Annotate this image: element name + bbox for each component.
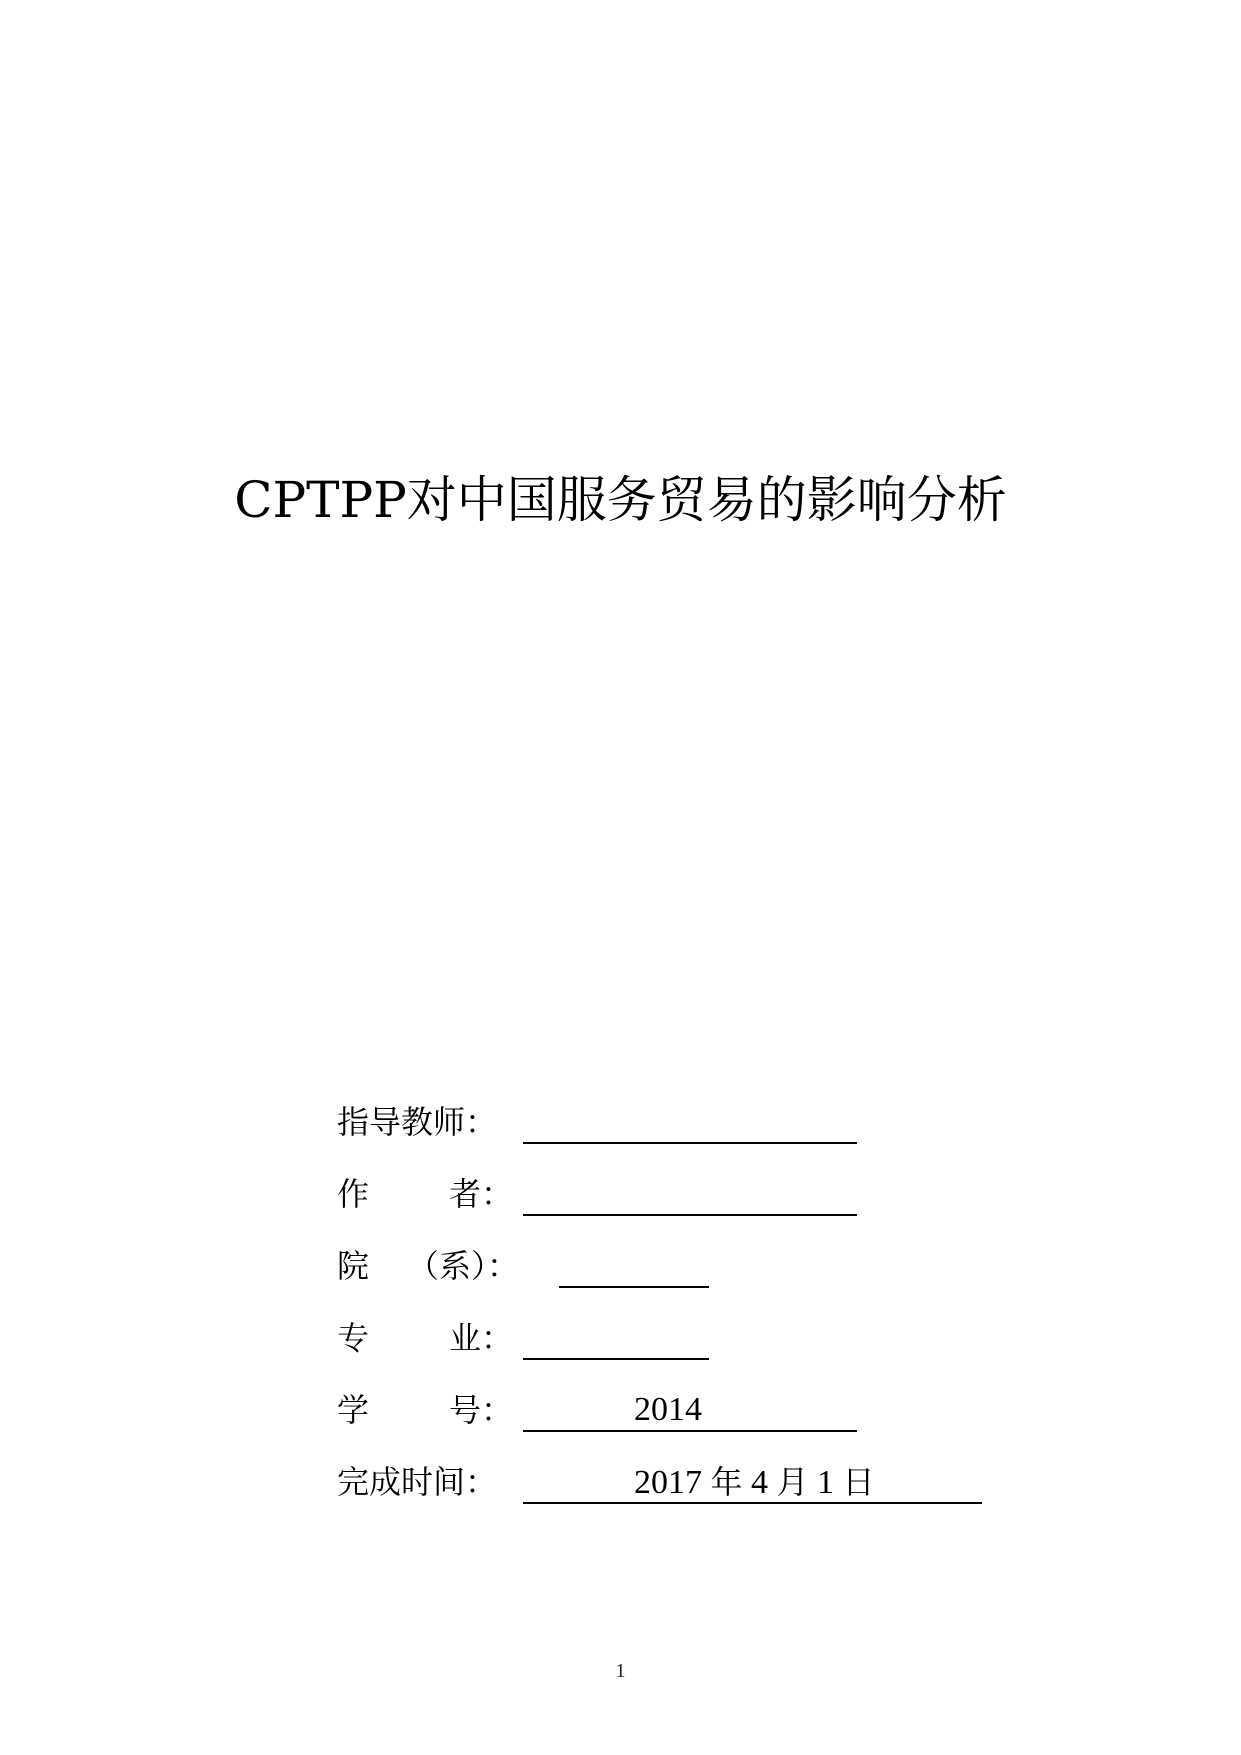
advisor-blank-line[interactable] (523, 1100, 857, 1144)
author-field (337, 1172, 857, 1216)
advisor-label-text: 指导教师 (337, 1103, 466, 1141)
advisor-colon: ： (465, 1103, 498, 1141)
advisor-label (337, 1100, 497, 1144)
completion-month: 4 (751, 1464, 769, 1501)
completion-date-value (634, 1460, 875, 1505)
student-id-label-second: 号 (449, 1391, 482, 1429)
author-colon: ： (481, 1175, 514, 1213)
department-label-first: 院 (337, 1247, 370, 1285)
department-blank-line[interactable] (559, 1244, 709, 1288)
completion-date-label-text: 完成时间 (337, 1463, 466, 1501)
major-label (337, 1316, 513, 1360)
major-label-second: 业 (449, 1319, 482, 1357)
department-colon: ： (487, 1247, 520, 1285)
completion-year: 2017 (634, 1464, 702, 1501)
student-id-colon: ： (481, 1391, 514, 1429)
page-number: 1 (615, 1660, 626, 1682)
completion-day-unit: 日 (842, 1463, 875, 1501)
document-title: CPTPP对中国服务贸易的影响分析 (234, 471, 1007, 529)
major-colon: ： (481, 1319, 514, 1357)
student-id-label (337, 1388, 513, 1432)
advisor-field (337, 1100, 857, 1144)
author-blank-line[interactable] (523, 1172, 857, 1216)
completion-date-field (337, 1460, 982, 1504)
department-field (337, 1244, 709, 1288)
department-label-second: （系） (407, 1247, 488, 1285)
completion-day: 1 (817, 1464, 835, 1501)
completion-month-unit: 月 (776, 1463, 809, 1501)
major-label-first: 专 (337, 1319, 370, 1357)
student-id-field (337, 1388, 857, 1432)
student-id-value: 2014 (634, 1391, 702, 1428)
completion-date-label (337, 1460, 497, 1504)
author-label-second: 者 (449, 1175, 482, 1213)
completion-date-colon: ： (465, 1463, 498, 1501)
completion-year-unit: 年 (710, 1463, 743, 1501)
department-label (337, 1244, 519, 1288)
author-label (337, 1172, 513, 1216)
major-blank-line[interactable] (523, 1316, 709, 1360)
student-id-label-first: 学 (337, 1391, 370, 1429)
major-field (337, 1316, 709, 1360)
author-label-first: 作 (337, 1175, 370, 1213)
